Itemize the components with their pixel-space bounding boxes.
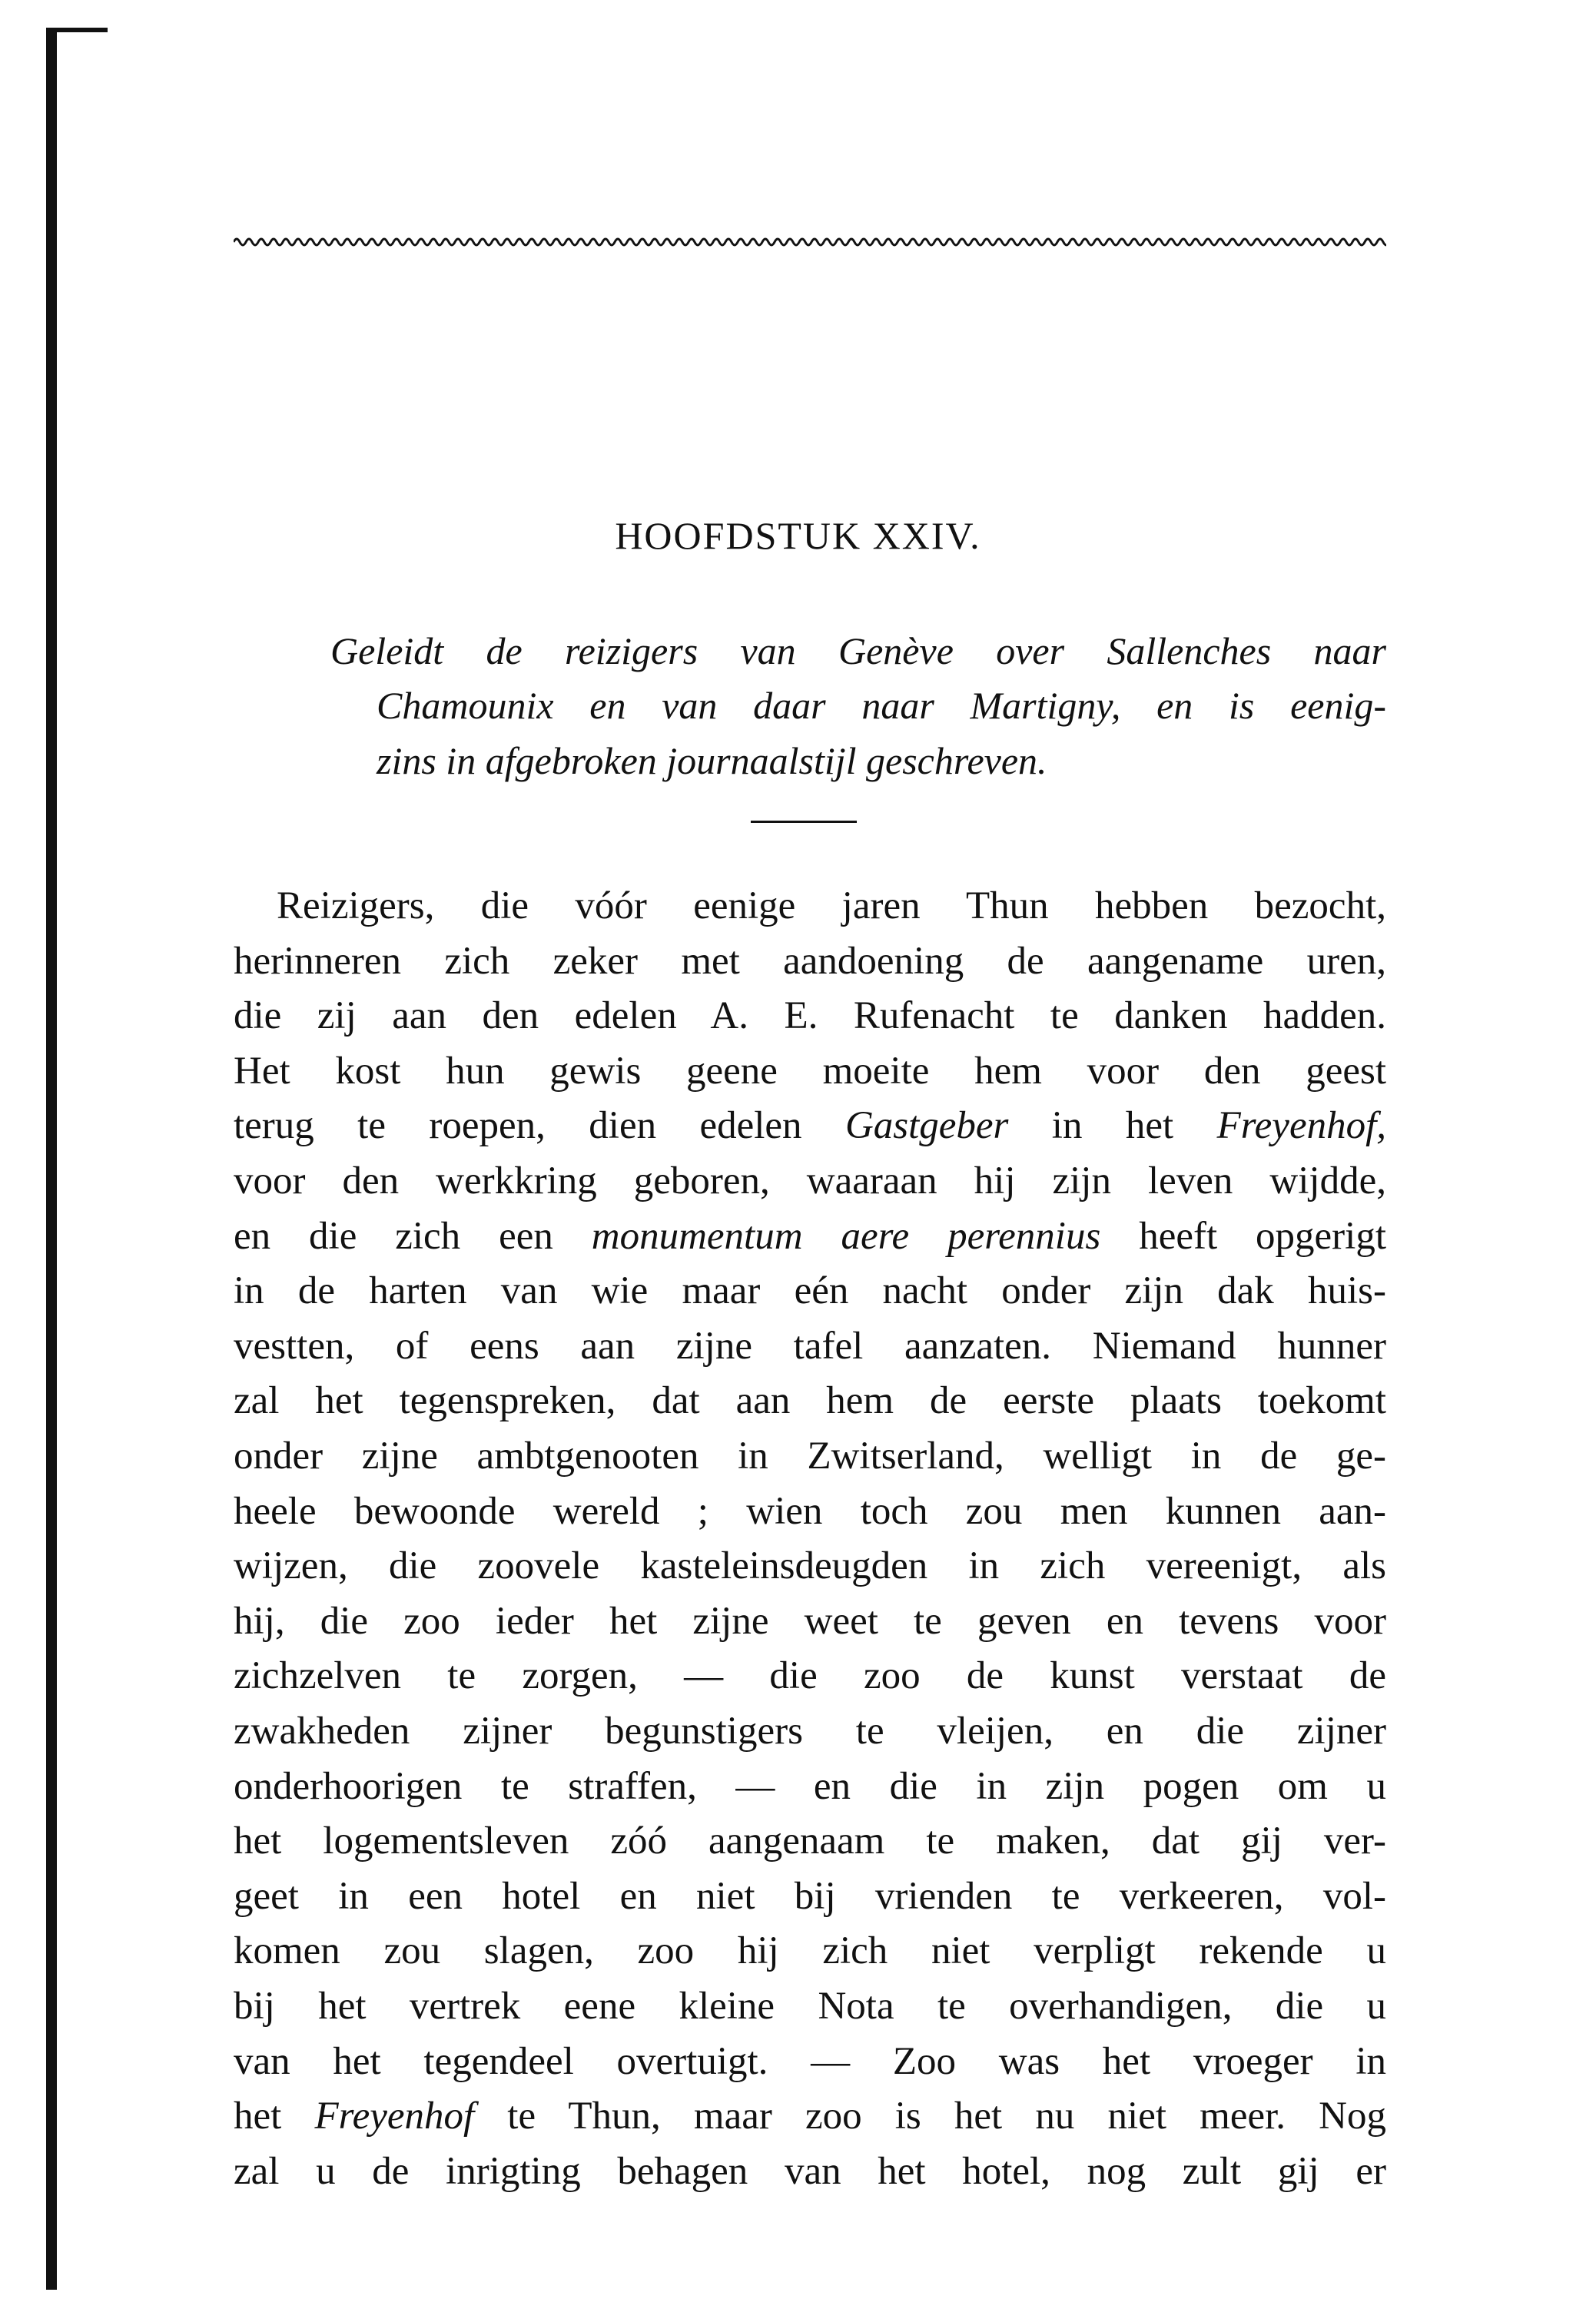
text-run: het [234,2095,315,2138]
chapter-summary-line: Geleidt de reizigers van Genève over Sallenches naar [330,629,1386,672]
text-line [234,1599,1386,1644]
text-line [234,2149,1386,2194]
text-run: te Thun, maar zoo is het nu niet meer. Nog [474,2095,1386,2138]
text-line [234,1544,1386,1588]
scan-binding-edge [46,31,57,2290]
text-line [234,939,1386,984]
section-divider [751,821,857,823]
text-line [234,1269,1386,1313]
text-run: in het [1008,1104,1217,1148]
text-line [234,1159,1386,1203]
text-line [234,1984,1386,2028]
chapter-summary-line: zins in afgebroken journaalstijl geschreven. [377,739,1047,782]
text-run: en die zich een [234,1214,592,1258]
text-line [234,1819,1386,1863]
text-run: heele bewoonde wereld ; wien toch zou men kunnen aan- [234,1489,1386,1533]
text-run: komen zou slagen, zoo hij zich niet verpligt rekende u [234,1929,1386,1973]
text-run: terug te roepen, dien edelen [234,1104,845,1148]
text-run: zal het tegenspreken, dat aan hem de eerste plaats toekomt [234,1379,1386,1423]
text-line [234,1654,1386,1698]
text-run: hij, die zoo ieder het zijne weet te geven en tevens voor [234,1599,1386,1643]
text-line [234,1103,1386,1148]
text-line [234,1434,1386,1478]
text-run: wijzen, die zoovele kasteleinsdeugden in zich vereenigt, als [234,1544,1386,1588]
text-line [234,1214,1386,1259]
text-run: Het kost hun gewis geene moeite hem voor den geest [234,1049,1386,1093]
text-run: vestten, of eens aan zijne tafel aanzaten. Niemand hunner [234,1324,1386,1368]
text-run: geet in een hotel en niet bij vrienden te verkeeren, vol- [234,1874,1386,1918]
text-line [234,2039,1386,2084]
chapter-title: HOOFDSTUK XXIV. [615,514,981,557]
text-line [234,1764,1386,1809]
text-line [234,1324,1386,1368]
italic-text: Freyenhof, [1216,1104,1386,1148]
text-run: Reizigers, die vóór eenige jaren Thun hebben bezocht, [277,884,1386,927]
text-line [234,1874,1386,1919]
text-line [234,1929,1386,1973]
text-line [234,993,1386,1038]
text-run: zwakheden zijner begunstigers te vleijen, en die zijner [234,1710,1386,1753]
italic-text: monumentum aere perennius [591,1214,1101,1258]
text-run: herinneren zich zeker met aandoening de aangename uren, [234,939,1386,983]
text-line [234,2094,1386,2138]
text-run: bij het vertrek eene kleine Nota te overhandigen, die u [234,1985,1386,2028]
text-run: voor den werkkring geboren, waaraan hij zijn leven wijdde, [234,1159,1386,1202]
italic-text: Gastgeber [844,1104,1009,1148]
text-line [234,1049,1386,1093]
text-line [234,1378,1386,1423]
text-run: van het tegendeel overtuigt. — Zoo was het vroeger in [234,2039,1386,2083]
text-run: onder zijne ambtgenooten in Zwitserland, welligt in de ge- [234,1435,1386,1478]
text-line [234,1489,1386,1534]
text-line [277,884,1386,928]
text-run: zichzelven te zorgen, — die zoo de kunst verstaat de [234,1654,1386,1698]
wavy-ornament-rule [234,231,1386,254]
text-run: het logementsleven zóó aangenaam te maken, dat gij ver- [234,1819,1386,1863]
text-line [234,1709,1386,1753]
text-run: die zij aan den edelen A. E. Rufenacht te danken hadden. [234,994,1386,1038]
italic-text: Freyenhof [314,2095,475,2138]
text-run: onderhoorigen te straffen, — en die in zijn pogen om u [234,1764,1386,1808]
text-run: in de harten van wie maar eén nacht onder zijn dak huis- [234,1269,1386,1313]
text-run: heeft opgerigt [1100,1214,1386,1258]
text-run: zal u de inrigting behagen van het hotel, nog zult gij er [234,2149,1386,2193]
chapter-summary-line: Chamounix en van daar naar Martigny, en is eenig- [377,684,1386,727]
